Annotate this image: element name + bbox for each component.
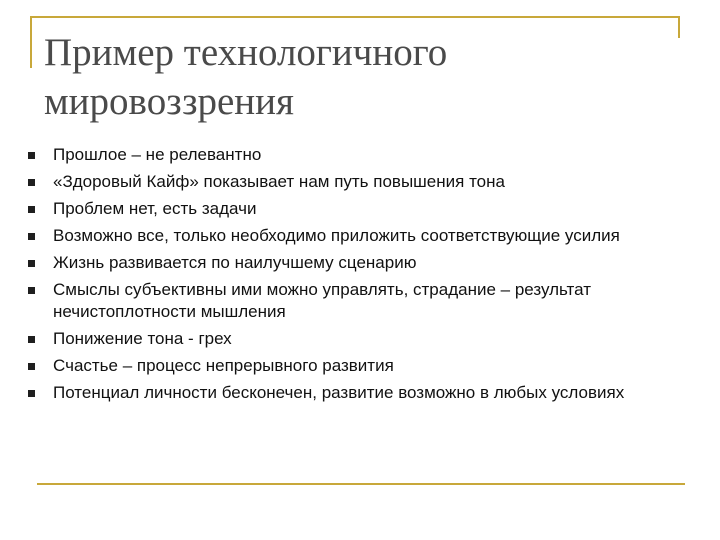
bullet-text: Возможно все, только необходимо приложить соответствующие усилия (53, 226, 620, 245)
slide-title-line-2: мировоззрения (44, 80, 294, 123)
slide-title (44, 28, 664, 126)
square-bullet-icon (28, 390, 35, 397)
slide-title-line-1: Пример технологичного (44, 31, 448, 74)
frame-bottom-line (37, 483, 685, 485)
bullet-text: Жизнь развивается по наилучшему сценарию (53, 253, 417, 272)
frame-left-line (30, 16, 32, 68)
bullet-item (28, 171, 688, 193)
square-bullet-icon (28, 336, 35, 343)
bullet-text: Счастье – процесс непрерывного развития (53, 356, 394, 375)
bullet-item (28, 355, 688, 377)
bullet-item (28, 382, 688, 404)
bullet-item (28, 225, 688, 247)
square-bullet-icon (28, 152, 35, 159)
bullet-item (28, 252, 688, 274)
bullet-list (28, 144, 688, 409)
bullet-text: Понижение тона - грех (53, 329, 232, 348)
bullet-item (28, 279, 688, 323)
bullet-text: «Здоровый Кайф» показывает нам путь повышения тона (53, 172, 505, 191)
bullet-item (28, 328, 688, 350)
square-bullet-icon (28, 287, 35, 294)
bullet-item (28, 144, 688, 166)
bullet-text: Проблем нет, есть задачи (53, 199, 257, 218)
square-bullet-icon (28, 363, 35, 370)
frame-top-line (30, 16, 680, 18)
frame-right-line (678, 16, 680, 38)
bullet-text: Смыслы субъективны ими можно управлять, страдание – результат нечистоплотности мышления (53, 280, 592, 321)
square-bullet-icon (28, 206, 35, 213)
square-bullet-icon (28, 179, 35, 186)
square-bullet-icon (28, 260, 35, 267)
bullet-text: Потенциал личности бесконечен, развитие возможно в любых условиях (53, 383, 625, 402)
square-bullet-icon (28, 233, 35, 240)
bullet-text: Прошлое – не релевантно (53, 145, 262, 164)
bullet-item (28, 198, 688, 220)
